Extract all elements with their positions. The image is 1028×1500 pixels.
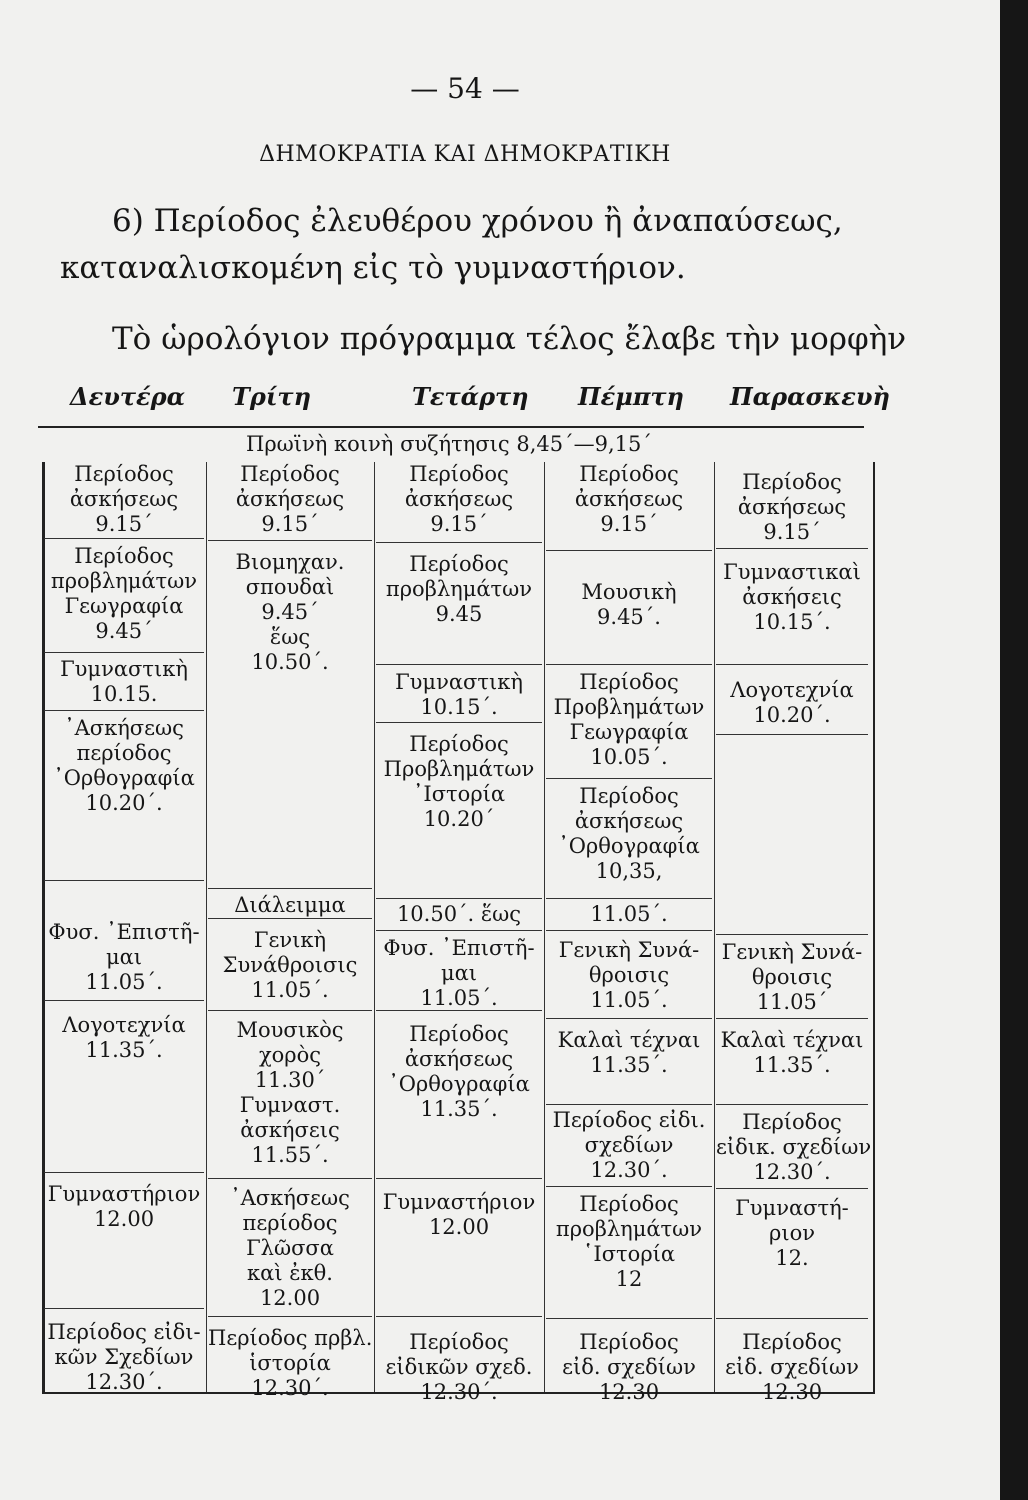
wednesday-slot: Περίοδος ἀσκήσεως 9.15΄ [404,462,514,536]
friday-slot: Περίοδος ἀσκήσεως 9.15΄ [737,470,847,544]
cell-divider [546,550,712,551]
cell-divider [208,888,372,889]
column-divider [544,462,545,1392]
page-number: — 54 — [410,72,520,105]
cell-divider [716,548,868,549]
cell-divider [44,538,204,539]
column-divider [206,462,207,1392]
cell-divider [546,664,712,665]
cell-divider [376,930,542,931]
cell-divider [208,1316,372,1317]
cell-divider [546,1104,712,1105]
monday-slot: Περίοδος ἀσκήσεως 9.15΄ [69,462,179,536]
wednesday-slot: Γυμναστήριον 12.00 [382,1190,536,1239]
tuesday-slot: Γενικὴ Συνάθροισις 11.05΄. [222,928,358,1002]
friday-slot: Γυμναστή- ριον 12. [735,1196,849,1270]
table-top-rule [38,426,864,428]
thursday-slot: Περίοδος προβλημάτων ῾Ιστορία 12 [555,1192,703,1291]
monday-slot: ᾿Ασκήσεως περίοδος ᾿Ορθογραφία 10.20΄. [53,716,195,815]
thursday-slot: Περίοδος εἰδι. σχεδίων 12.30΄. [552,1108,706,1182]
friday-slot: Γενικὴ Συνά- θροισις 11.05΄ [721,940,863,1014]
running-head: ΔΗΜΟΚΡΑΤΙΑ ΚΑΙ ΔΗΜΟΚΡΑΤΙΚΗ [259,142,671,167]
thursday-slot: Περίοδος ἀσκήσεως 9.15΄ [574,462,684,536]
cell-divider [716,1104,868,1105]
cell-divider [208,1178,372,1179]
cell-divider [44,1000,204,1001]
cell-divider [208,540,372,541]
day-header-wednesday: Τετάρτη [412,382,529,411]
monday-slot: Περίοδος εἰδι- κῶν Σχεδίων 12.30΄. [47,1320,201,1394]
thursday-slot: Μουσικὴ 9.45΄. [581,580,677,629]
cell-divider [208,918,372,919]
cell-divider [546,1018,712,1019]
monday-slot: Γυμναστικὴ 10.15. [60,657,188,706]
thursday-slot: Περίοδος Προβλημάτων Γεωγραφία 10.05΄. [553,670,705,769]
paragraph-free-time: 6) Περίοδος ἐλευθέρου χρόνου ἢ ἀναπαύσεως, καταναλισκομένη εἰς τὸ γυμναστήριον. [60,203,843,286]
tuesday-slot: Περίοδος ἀσκήσεως 9.15΄ [235,462,345,536]
friday-slot: Περίοδος εἰδ. σχεδίων 12.30 [725,1330,859,1404]
monday-slot: Γυμναστήριον 12.00 [47,1182,201,1231]
cell-divider [376,898,542,899]
tuesday-slot: Διάλειμμα [234,893,346,917]
cell-divider [716,734,868,735]
cell-divider [546,778,712,779]
cell-divider [44,880,204,881]
cell-divider [716,934,868,935]
wednesday-slot: Γυμναστικὴ 10.15΄. [395,670,523,719]
friday-slot: Περίοδος εἰδικ. σχεδίων 12.30΄. [716,1110,872,1184]
cell-divider [546,930,712,931]
cell-divider [546,1186,712,1187]
thursday-slot: Καλαὶ τέχναι 11.35΄. [557,1028,701,1077]
cell-divider [716,1188,868,1189]
wednesday-slot: Περίοδος ἀσκήσεως ᾿Ορθογραφία 11.35΄. [388,1022,530,1121]
friday-slot: Γυμναστικαὶ ἀσκήσεις 10.15΄. [723,560,861,634]
thursday-slot: Περίοδος εἰδ. σχεδίων 12.30 [562,1330,696,1404]
cell-divider [44,1308,204,1309]
wednesday-slot: Περίοδος προβλημάτων 9.45 [385,552,533,626]
thursday-slot: Περίοδος ἀσκήσεως ᾿Ορθογραφία 10,35, [558,784,700,883]
wednesday-slot: Περίοδος Προβλημάτων ᾿Ιστορία 10.20΄ [383,732,535,831]
day-header-monday: Δευτέρα [70,382,186,411]
cell-divider [376,1178,542,1179]
wednesday-slot: 10.50΄. ἕως [396,902,522,926]
column-divider [714,462,715,1392]
tuesday-slot: Περίοδος πρβλ. ἱστορία 12.30΄. [208,1326,373,1400]
cell-divider [44,652,204,653]
thursday-slot: Γενικὴ Συνά- θροισις 11.05΄. [558,938,700,1012]
thursday-slot: 11.05΄. [590,902,668,926]
cell-divider [44,1172,204,1173]
tuesday-slot: Βιομηχαν. σπουδαὶ 9.45΄ ἕως 10.50΄. [235,550,345,674]
day-header-tuesday: Τρίτη [232,382,312,411]
cell-divider [376,722,542,723]
cell-divider [716,1318,868,1319]
tuesday-slot: Μουσικὸς χορὸς 11.30΄ Γυμναστ. ἀσκήσεις 11.55΄. [236,1018,344,1167]
monday-slot: Φυσ. ᾿Επιστῆ- μαι 11.05΄. [48,920,200,994]
cell-divider [546,898,712,899]
friday-slot: Καλαὶ τέχναι 11.35΄. [720,1028,864,1077]
cell-divider [716,1018,868,1019]
cell-divider [44,710,204,711]
day-header-friday: Παρασκευὴ [730,382,890,411]
wednesday-slot: Φυσ. ᾿Επιστῆ- μαι 11.05΄. [383,936,535,1010]
day-header-thursday: Πέμπτη [578,382,684,411]
wednesday-slot: Περίοδος εἰδικῶν σχεδ. 12.30΄. [385,1330,533,1404]
common-discussion-banner: Πρωϊνὴ κοινὴ συζήτησις 8,45΄—9,15΄ [246,432,652,456]
friday-slot: Λογοτεχνία 10.20΄. [730,678,854,727]
cell-divider [376,542,542,543]
tuesday-slot: ᾿Ασκήσεως περίοδος Γλῶσσα καὶ ἐκθ. 12.00 [230,1186,350,1310]
cell-divider [376,1316,542,1317]
paragraph-schedule-intro: Τὸ ὡρολόγιον πρόγραμμα τέλος ἔλαβε τὴν μορφὴν [112,321,907,357]
monday-slot: Περίοδος προβλημάτων Γεωγραφία 9.45΄ [50,544,198,643]
cell-divider [546,1318,712,1319]
cell-divider [716,664,868,665]
cell-divider [208,1010,372,1011]
monday-slot: Λογοτεχνία 11.35΄. [62,1013,186,1062]
cell-divider [376,664,542,665]
column-divider [374,462,375,1392]
